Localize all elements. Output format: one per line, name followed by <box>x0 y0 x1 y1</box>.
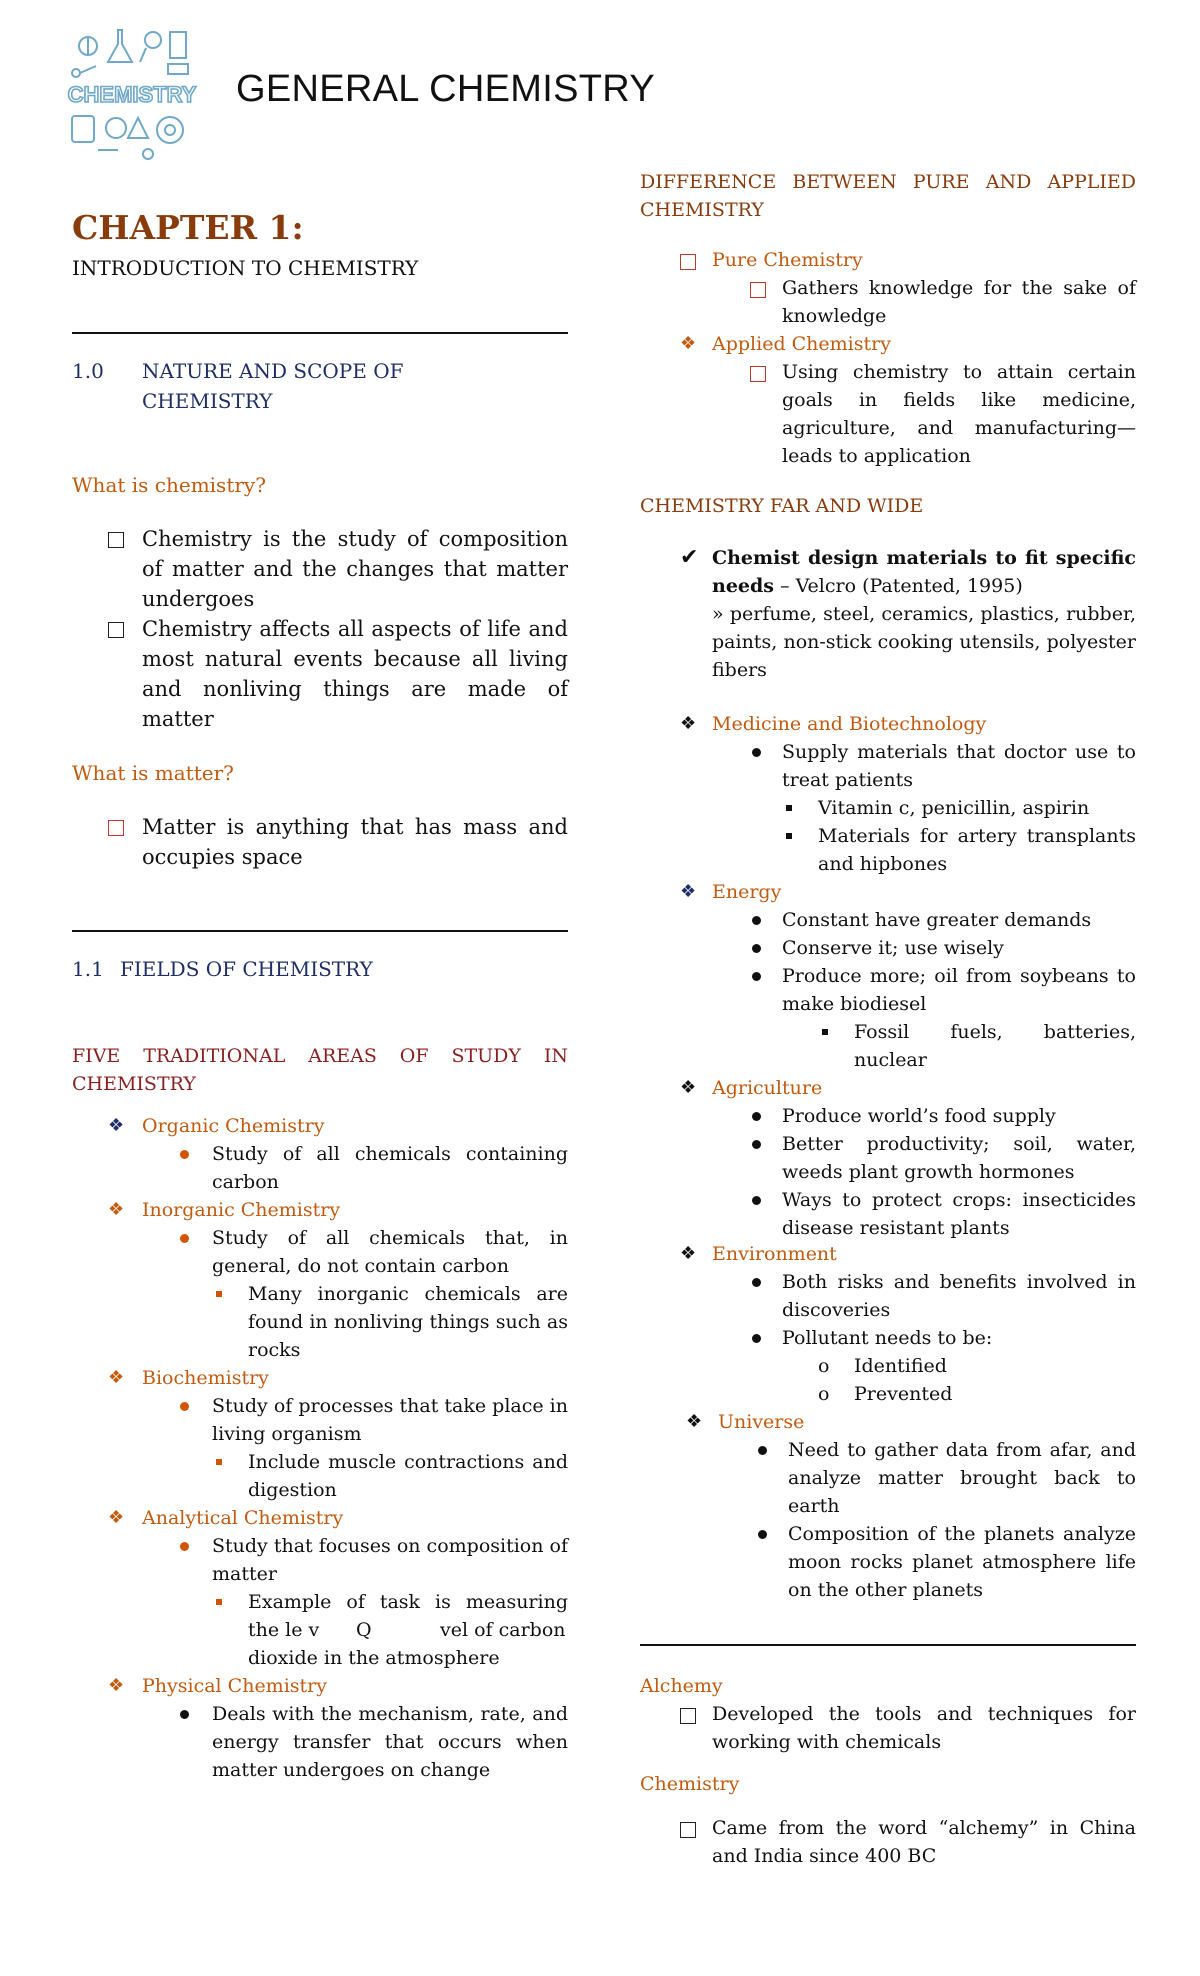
bullet-icon <box>180 1234 189 1243</box>
applied-desc: Using chemistry to attain certain goals in fields like medicine, agriculture, and manufacturing—leads to application <box>782 361 1136 467</box>
bullet-icon <box>180 1150 189 1159</box>
diamond-bullet-icon: ❖ <box>108 1367 125 1388</box>
topic-item: Pollutant needs to be: <box>782 1327 993 1349</box>
diamond-bullet-icon: ❖ <box>108 1199 125 1220</box>
bullet-icon <box>752 1140 761 1149</box>
far-wide-rest: – Velcro (Patented, 1995) <box>773 575 1023 597</box>
diamond-bullet-icon: ❖ <box>108 1507 125 1528</box>
bullet-icon <box>752 916 761 925</box>
alchemy-heading: Alchemy <box>640 1675 723 1697</box>
chapter-subtitle: INTRODUCTION TO CHEMISTRY <box>72 256 419 280</box>
section-title <box>142 356 403 416</box>
areas-heading: FIVE TRADITIONAL AREAS OF STUDY IN CHEMISTRY <box>72 1045 568 1095</box>
topic-name: Energy <box>712 881 782 903</box>
diamond-bullet-icon: ❖ <box>108 1675 125 1696</box>
section-divider <box>640 1644 1136 1646</box>
alchemy-item: Developed the tools and techniques for working with chemicals <box>712 1703 1136 1753</box>
list-item-text: Matter is anything that has mass and occupies space <box>142 815 568 869</box>
field-desc: Deals with the mechanism, rate, and energy transfer that occurs when matter undergoes on change <box>212 1703 568 1781</box>
sub-bullet-icon <box>216 1599 222 1605</box>
list-item-text: Chemistry affects all aspects of life and most natural events because all living and nonliving things are made of matter <box>142 617 568 731</box>
diamond-bullet-icon: ❖ <box>680 333 697 354</box>
chemistry-logo <box>58 18 206 166</box>
bullet-icon <box>180 1710 189 1719</box>
o-bullet-icon: o <box>818 1383 830 1405</box>
bullet-icon <box>752 1334 761 1343</box>
field-name: Biochemistry <box>142 1367 269 1389</box>
diamond-bullet-icon: ❖ <box>108 1115 125 1136</box>
section-title-line: NATURE AND SCOPE OF <box>142 359 404 383</box>
pure-desc: Gathers knowledge for the sake of knowledge <box>782 277 1136 327</box>
bullet-icon <box>752 1278 761 1287</box>
section-divider <box>72 332 568 334</box>
far-wide-bold: Chemist design materials to fit specific needs <box>712 547 1136 597</box>
topic-item: Conserve it; use wisely <box>782 937 1004 959</box>
topic-item: Supply materials that doctor use to treat patients <box>782 741 1136 791</box>
field-sub: the le v <box>248 1619 320 1641</box>
pure-applied-heading: DIFFERENCE BETWEEN PURE AND APPLIED CHEMISTRY <box>640 171 1136 221</box>
bullet-icon <box>758 1530 767 1539</box>
topic-sub: Prevented <box>854 1383 953 1405</box>
checkbox-icon <box>108 820 124 836</box>
field-desc: Study of processes that take place in living organism <box>212 1395 568 1445</box>
bullet-icon <box>752 1112 761 1121</box>
topic-sub: Identified <box>854 1355 947 1377</box>
applied-name: Applied Chemistry <box>712 333 891 355</box>
sub-bullet-icon <box>216 1291 222 1297</box>
question-heading: What is chemistry? <box>72 473 266 497</box>
list-item-text: Chemistry is the study of composition of matter and the changes that matter undergoes <box>142 527 568 611</box>
diamond-bullet-icon: ❖ <box>680 713 697 734</box>
field-name: Organic Chemistry <box>142 1115 325 1137</box>
field-sub: dioxide in the atmosphere <box>248 1647 500 1669</box>
topic-item: Ways to protect crops: insecticides disease resistant plants <box>782 1189 1136 1239</box>
question-heading: What is matter? <box>72 761 234 785</box>
logo-text: CHEMISTRY <box>67 82 197 107</box>
topic-sub: Vitamin c, penicillin, aspirin <box>818 797 1090 819</box>
topic-item: Produce world’s food supply <box>782 1105 1056 1127</box>
sub-bullet-icon <box>216 1459 222 1465</box>
topic-item: Produce more; oil from soybeans to make biodiesel <box>782 965 1136 1015</box>
field-sub: Q <box>356 1619 372 1641</box>
field-name: Inorganic Chemistry <box>142 1199 341 1221</box>
checkbox-icon <box>680 254 696 270</box>
diamond-bullet-icon: ❖ <box>680 881 697 902</box>
checkbox-icon <box>680 1822 696 1838</box>
o-bullet-icon: o <box>818 1355 830 1377</box>
bullet-icon <box>180 1402 189 1411</box>
topic-item: Composition of the planets analyze moon rocks planet atmosphere life on the other planets <box>788 1523 1136 1601</box>
topic-item: Constant have greater demands <box>782 909 1092 931</box>
far-wide-heading: CHEMISTRY FAR AND WIDE <box>640 495 924 517</box>
field-desc: Study of all chemicals containing carbon <box>212 1143 568 1193</box>
sub-bullet-icon <box>822 1029 828 1035</box>
chapter-label: CHAPTER 1: <box>72 208 304 247</box>
field-name: Physical Chemistry <box>142 1675 327 1697</box>
field-sub: Many inorganic chemicals are found in nonliving things such as rocks <box>248 1283 568 1361</box>
field-desc: Study that focuses on composition of matter <box>212 1535 568 1585</box>
topic-item: Need to gather data from afar, and analyze matter brought back to earth <box>788 1439 1136 1517</box>
document-title: GENERAL CHEMISTRY <box>236 68 655 110</box>
checkbox-icon <box>108 622 124 638</box>
diamond-bullet-icon: ❖ <box>680 1077 697 1098</box>
topic-name: Universe <box>718 1411 805 1433</box>
topic-sub: Materials for artery transplants and hipbones <box>818 825 1136 875</box>
checkbox-icon <box>750 282 766 298</box>
chemistry-heading: Chemistry <box>640 1773 740 1795</box>
sub-bullet-icon <box>786 805 792 811</box>
far-wide-more: » perfume, steel, ceramics, plastics, rubber, paints, non-stick cooking utensils, polyester fibers <box>712 603 1136 681</box>
topic-name: Medicine and Biotechnology <box>712 713 987 735</box>
topic-name: Agriculture <box>712 1077 823 1099</box>
field-sub: vel of carbon <box>440 1619 566 1641</box>
bullet-icon <box>752 944 761 953</box>
field-desc: Study of all chemicals that, in general, do not contain carbon <box>212 1227 568 1277</box>
diamond-bullet-icon: ❖ <box>680 1243 697 1264</box>
topic-sub: Fossil fuels, batteries, nuclear <box>854 1021 1136 1071</box>
topic-name: Environment <box>712 1243 837 1265</box>
section-number: 1.1 <box>72 957 104 981</box>
section-divider <box>72 930 568 932</box>
topic-item: Both risks and benefits involved in discoveries <box>782 1271 1136 1321</box>
bullet-icon <box>752 748 761 757</box>
bullet-icon <box>752 1196 761 1205</box>
check-icon: ✔ <box>680 545 699 570</box>
section-title: FIELDS OF CHEMISTRY <box>120 957 373 981</box>
topic-item: Better productivity; soil, water, weeds plant growth hormones <box>782 1133 1136 1183</box>
checkbox-icon <box>680 1708 696 1724</box>
chemistry-logo-icon <box>58 18 206 166</box>
checkbox-icon <box>750 366 766 382</box>
bullet-icon <box>180 1542 189 1551</box>
pure-name: Pure Chemistry <box>712 249 863 271</box>
bullet-icon <box>752 972 761 981</box>
field-sub: Example of task is measuring <box>248 1591 568 1613</box>
sub-bullet-icon <box>786 833 792 839</box>
section-title-line: CHEMISTRY <box>142 389 273 413</box>
section-number: 1.0 <box>72 359 104 383</box>
diamond-bullet-icon: ❖ <box>686 1411 703 1432</box>
bullet-icon <box>758 1446 767 1455</box>
field-name: Analytical Chemistry <box>142 1507 344 1529</box>
checkbox-icon <box>108 532 124 548</box>
field-sub: Include muscle contractions and digestion <box>248 1451 568 1501</box>
chemistry-item: Came from the word “alchemy” in China and India since 400 BC <box>712 1817 1136 1867</box>
far-wide-intro <box>712 544 1136 600</box>
